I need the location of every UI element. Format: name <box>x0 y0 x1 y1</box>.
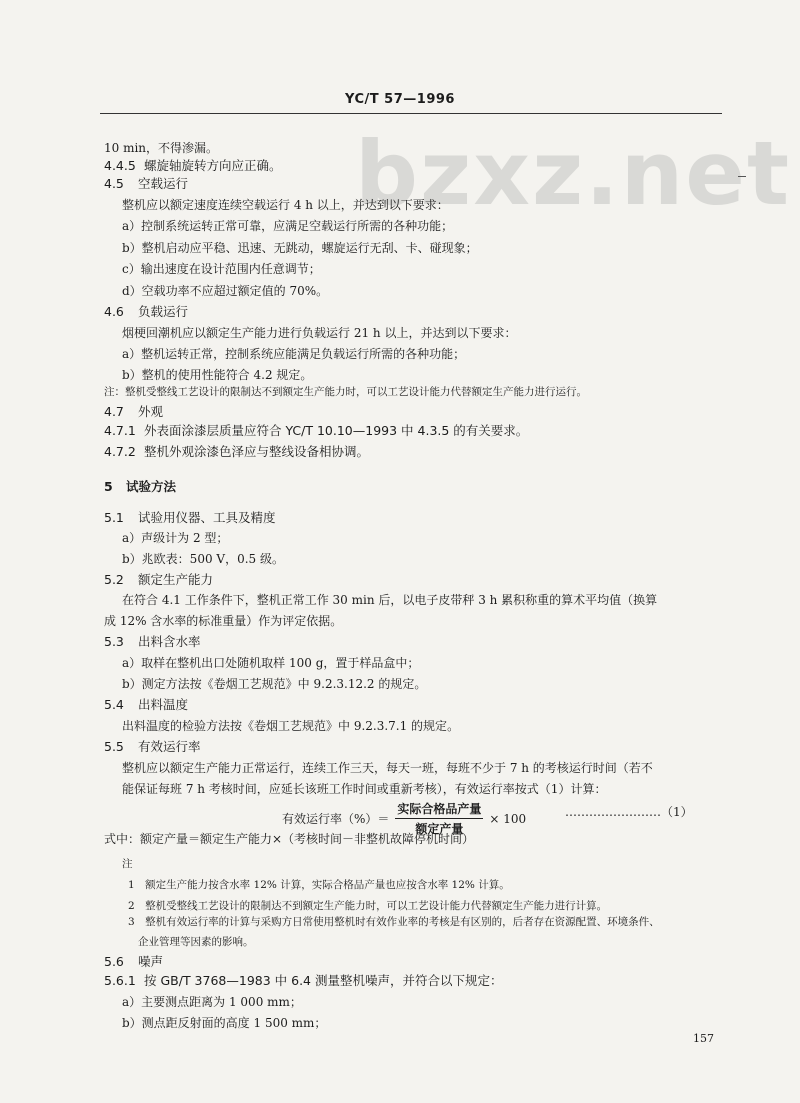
text-line <box>122 346 465 362</box>
section-number: 4.5 <box>104 176 124 191</box>
section-heading <box>104 510 276 526</box>
line-text: 按 GB/T 3768—1983 中 6.4 测量整机噪声，并符合以下规定： <box>144 973 503 988</box>
line-text: 出料温度的检验方法按《卷烟工艺规范》中 9.2.3.7.1 的规定。 <box>122 719 460 733</box>
line-text: 出料含水率 <box>138 634 201 649</box>
section-number: 4.7 <box>104 404 124 419</box>
section-heading <box>104 739 201 755</box>
formula-numerator: 实际合格品产量 <box>395 800 483 819</box>
text-line <box>122 240 478 256</box>
text-line <box>104 384 587 400</box>
line-text: 成 12% 含水率的标准重量）作为评定依据。 <box>104 614 343 628</box>
line-text: a）整机运转正常，控制系统应能满足负载运行所需的各种功能； <box>122 347 466 361</box>
line-text: 空载运行 <box>138 176 189 191</box>
line-text: 式中：额定产量＝额定生产能力×（考核时间－非整机故障停机时间） <box>104 832 475 846</box>
line-text: 负载运行 <box>138 304 189 319</box>
formula-1 <box>282 800 526 837</box>
formula-denominator: 额定产量 <box>415 822 464 836</box>
header-rule <box>100 113 722 114</box>
line-text: b）整机启动应平稳、迅速、无跳动，螺旋运行无刮、卡、碰现象； <box>122 241 478 255</box>
section-heading <box>104 423 528 439</box>
text-line <box>122 218 453 234</box>
line-text: 有效运行率 <box>138 739 201 754</box>
section-number: 5.3 <box>104 634 124 649</box>
text-line <box>122 856 133 872</box>
formula-fraction <box>395 800 483 837</box>
text-line <box>104 140 218 156</box>
section-number: 5.2 <box>104 572 124 587</box>
line-text: b）测点距反射面的高度 1 500 mm； <box>122 1016 327 1030</box>
line-text: 整机应以额定速度连续空载运行 4 h 以上，并达到以下要求： <box>122 198 449 212</box>
line-text: 企业管理等因素的影响。 <box>138 936 254 948</box>
text-line <box>122 718 459 734</box>
line-text: 整机外观涂漆色泽应与整线设备相协调。 <box>144 444 370 459</box>
line-text: 2 整机受整线工艺设计的限制达不到额定生产能力时，可以工艺设计能力代替额定生产能力进行计算。 <box>128 900 608 912</box>
section-number: 5.6.1 <box>104 973 136 988</box>
line-text: 注 <box>122 858 133 870</box>
text-line <box>122 325 516 341</box>
section-number: 5.6 <box>104 954 124 969</box>
section-number: 5 <box>104 479 113 494</box>
text-line <box>122 197 449 213</box>
line-text: d）空载功率不应超过额定值的 70%。 <box>122 284 329 298</box>
text-line <box>122 283 328 299</box>
margin-mark <box>738 176 746 177</box>
line-text: 1 额定生产能力按含水率 12% 计算，实际合格品产量也应按含水率 12% 计算。 <box>128 879 510 891</box>
line-text: b）整机的使用性能符合 4.2 规定。 <box>122 368 313 382</box>
text-line <box>122 592 657 608</box>
text-line <box>122 1015 326 1031</box>
text-line <box>122 760 653 776</box>
line-text: 在符合 4.1 工作条件下，整机正常工作 30 min 后，以电子皮带秤 3 h 累积称重的算术平均值（换算 <box>122 593 658 607</box>
text-line <box>122 655 419 671</box>
section-number: 4.7.1 <box>104 423 136 438</box>
section-heading <box>104 634 201 650</box>
watermark: bzxz.net <box>355 122 792 225</box>
line-text: a）主要测点距离为 1 000 mm； <box>122 995 302 1009</box>
section-number: 4.6 <box>104 304 124 319</box>
line-text: 10 min，不得渗漏。 <box>104 141 219 155</box>
text-line <box>122 261 321 277</box>
page-number: 157 <box>693 1032 714 1045</box>
formula-rhs: × 100 <box>489 811 527 826</box>
section-heading <box>104 158 282 174</box>
line-text: 额定生产能力 <box>138 572 214 587</box>
page-header: YC/T 57—1996 <box>345 92 455 107</box>
line-text: 试验方法 <box>126 479 177 494</box>
line-text: 噪声 <box>138 954 164 969</box>
line-text: 螺旋轴旋转方向应正确。 <box>144 158 282 173</box>
section-heading <box>104 479 176 495</box>
line-text: 试验用仪器、工具及精度 <box>138 510 276 525</box>
line-text: 能保证每班 7 h 考核时间，应延长该班工作时间或重新考核），有效运行率按式（1）计算： <box>122 782 607 796</box>
text-line <box>122 676 426 692</box>
line-text: a）控制系统运转正常可靠，应满足空载运行所需的各种功能； <box>122 219 454 233</box>
section-heading <box>104 304 188 320</box>
text-line <box>128 877 510 893</box>
text-line <box>104 613 342 629</box>
line-text: 烟梗回潮机应以额定生产能力进行负载运行 21 h 以上，并达到以下要求： <box>122 326 517 340</box>
section-number: 5.5 <box>104 739 124 754</box>
line-text: a）取样在整机出口处随机取样 100 g，置于样品盒中； <box>122 656 420 670</box>
section-number: 4.7.2 <box>104 444 136 459</box>
section-heading <box>104 697 188 713</box>
text-line <box>122 781 606 797</box>
line-text: b）兆欧表：500 V，0.5 级。 <box>122 552 284 566</box>
section-heading <box>104 444 369 460</box>
text-line <box>128 914 660 930</box>
section-heading <box>104 176 188 192</box>
formula-label: ……………………（1） <box>565 805 693 819</box>
line-text: 外观 <box>138 404 164 419</box>
line-text: 出料温度 <box>138 697 189 712</box>
section-number: 5.1 <box>104 510 124 525</box>
text-line <box>122 994 302 1010</box>
line-text: 注：整机受整线工艺设计的限制达不到额定生产能力时，可以工艺设计能力代替额定生产能力进行运行。 <box>104 386 587 398</box>
line-text: 整机应以额定生产能力正常运行，连续工作三天，每天一班，每班不少于 7 h 的考核运行时间（若不 <box>122 761 653 775</box>
section-heading <box>104 973 502 989</box>
text-line <box>122 551 284 567</box>
section-heading <box>104 404 163 420</box>
section-number: 4.4.5 <box>104 158 136 173</box>
line-text: b）测定方法按《卷烟工艺规范》中 9.2.3.12.2 的规定。 <box>122 677 427 691</box>
text-line <box>138 934 254 950</box>
line-text: a）声级计为 2 型； <box>122 531 229 545</box>
text-line <box>122 530 228 546</box>
line-text: 3 整机有效运行率的计算与采购方日常使用整机时有效作业率的考核是有区别的，后者存在资源配置、环境条件、 <box>128 916 660 928</box>
line-text: 外表面涂漆层质量应符合 YC/T 10.10—1993 中 4.3.5 的有关要求。 <box>144 423 529 438</box>
section-heading <box>104 954 163 970</box>
text-line <box>128 898 607 914</box>
formula-lhs: 有效运行率（%）＝ <box>282 812 390 826</box>
section-number: 5.4 <box>104 697 124 712</box>
section-heading <box>104 572 213 588</box>
text-line <box>122 367 312 383</box>
line-text: c）输出速度在设计范围内任意调节； <box>122 262 321 276</box>
